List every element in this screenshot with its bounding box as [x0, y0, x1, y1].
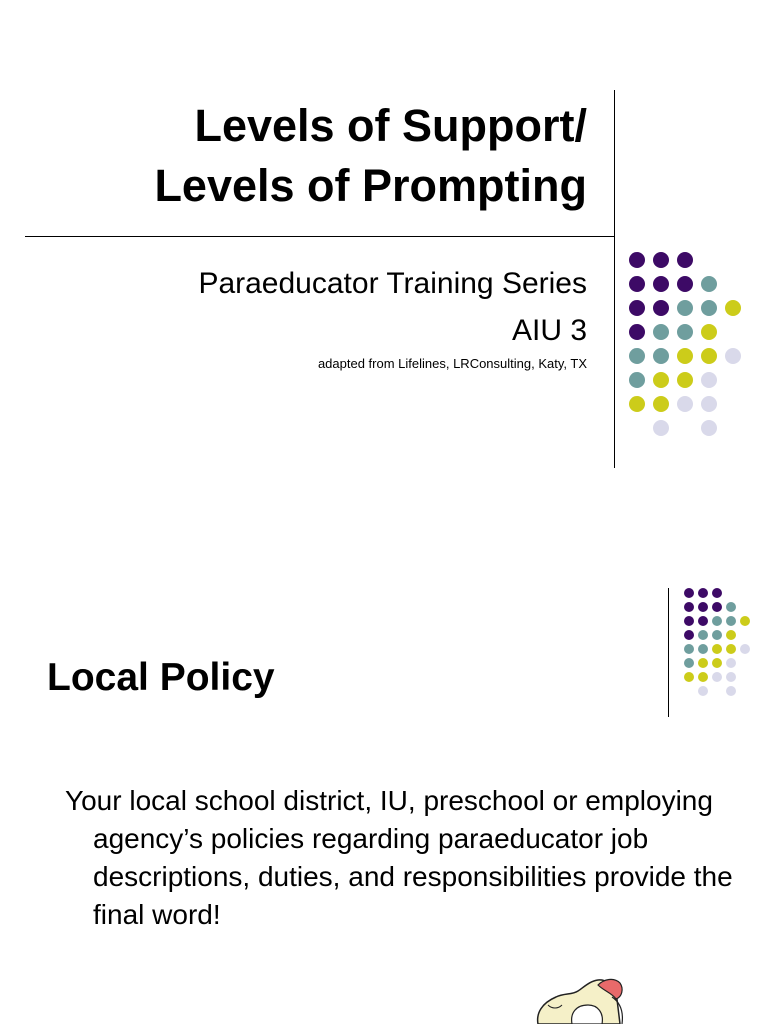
slide-title: [27, 96, 587, 216]
dot-grid-icon-small: [683, 586, 753, 698]
subtitle: Paraeducator Training Series: [198, 267, 587, 300]
vertical-divider: [614, 90, 615, 468]
vertical-divider-small: [668, 588, 669, 717]
title-line-2: Levels of Prompting: [154, 160, 587, 211]
organization-label: AIU 3: [511, 314, 587, 347]
credit-line: adapted from Lifelines, LRConsulting, Katy, TX: [317, 356, 587, 371]
cartoon-clipart-icon: [528, 975, 638, 1024]
title-divider: [25, 236, 615, 237]
policy-paragraph: Your local school district, IU, preschool or employing agency’s policies regarding paraeducator job descriptions, duties, and responsibilities provide the final word!: [65, 785, 733, 930]
dot-grid-icon: [625, 250, 745, 440]
section-title: Local Policy: [47, 656, 275, 699]
title-line-1: Levels of Support/: [194, 100, 587, 151]
dot-grid-dots: [629, 252, 741, 436]
